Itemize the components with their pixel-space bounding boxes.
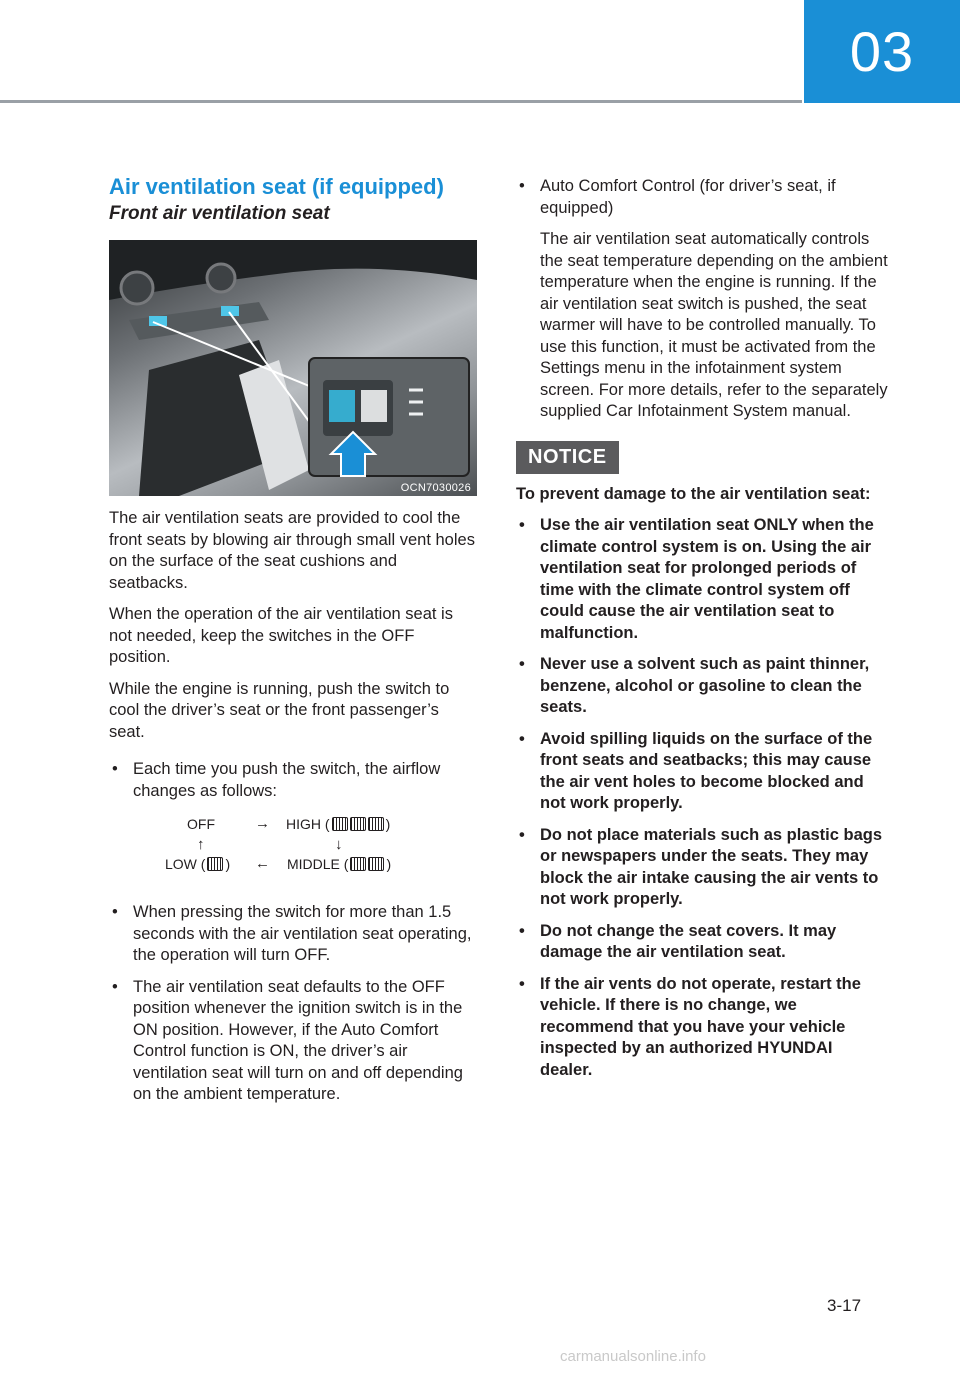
auto-comfort-bullets <box>516 176 888 423</box>
fan-icon <box>207 857 223 871</box>
arrow-down-icon: ↓ <box>335 836 343 853</box>
left-column <box>109 172 479 1106</box>
list-item: • Do not place materials such as plastic bags or newspapers under the seats. They may block the air intake causing the air vents to not work properly. <box>516 825 888 911</box>
notice-list <box>516 515 888 1081</box>
list-item: • Do not change the seat covers. It may damage the air ventilation seat. <box>516 921 888 964</box>
list-item: • Avoid spilling liquids on the surface of the front seats and seatbacks; this may cause the air vent holes to become blocked and not work properly. <box>516 729 888 815</box>
console-illustration <box>109 240 477 496</box>
watermark: carmanualsonline.info <box>560 1348 706 1365</box>
list-item: • Each time you push the switch, the airflow changes as follows: <box>109 759 479 802</box>
auto-comfort-title: • Auto Comfort Control (for driver’s seat, if equipped) <box>540 177 836 217</box>
off-paragraph: When the operation of the air ventilation seat is not needed, keep the switches in the OFF position. <box>109 605 453 666</box>
auto-comfort-body: The air ventilation seat automatically controls the seat temperature depending on the ambient temperature when the engine is running. If the air ventilation seat switch is pushed, the seat warmer will have to be controlled manually. To use this function, it must be activated from the Settings menu in the infotainment system screen. For more details, refer to the separately supplied Car Infotainment System manual. <box>540 230 888 420</box>
header-rule <box>0 100 802 103</box>
right-column <box>516 176 888 1081</box>
airflow-cycle-diagram <box>109 816 479 892</box>
arrow-right-icon: → <box>255 815 270 832</box>
cycle-middle: MIDDLE ( ) <box>287 856 392 872</box>
operation-bullets <box>109 902 479 1106</box>
cycle-off: OFF <box>187 816 215 832</box>
page-number: 3-17 <box>827 1296 862 1315</box>
list-item: • If the air vents do not operate, restart the vehicle. If there is no change, we recommend that you have your vehicle inspected by an authorized HYUNDAI dealer. <box>516 974 888 1082</box>
heat-icon-glow <box>361 390 387 422</box>
knob-right <box>207 264 235 292</box>
list-item: • When pressing the switch for more than 1.5 seconds with the air ventilation seat operating, the operation will turn OFF. <box>109 902 479 967</box>
notice-lead: To prevent damage to the air ventilation seat: <box>516 484 871 503</box>
knob-left <box>121 272 153 304</box>
cycle-low: LOW ( ) <box>165 856 231 872</box>
subsection-title: Front air ventilation seat <box>109 203 330 224</box>
engine-paragraph: While the engine is running, push the switch to cool the driver’s seat or the front passenger’s seat. <box>109 679 450 741</box>
console-switch-figure <box>109 240 477 496</box>
airflow-bullets <box>109 759 479 802</box>
fan-icon <box>350 857 366 871</box>
intro-paragraph: The air ventilation seats are provided to cool the front seats by blowing air through small vent holes on the surface of the seat cushions and seatbacks. <box>109 509 475 592</box>
chapter-tab: 03 <box>804 0 960 103</box>
arrow-left-icon: ← <box>255 855 270 872</box>
list-item: • Use the air ventilation seat ONLY when the climate control system is on. Using the air ventilation seat for prolonged periods of time with the climate control system off could cause the air ventilation seat to malfunction. <box>516 515 888 644</box>
fan-icon <box>368 857 384 871</box>
vent-icon-glow <box>329 390 355 422</box>
cycle-high: HIGH ( ) <box>286 816 391 832</box>
list-item <box>516 176 888 423</box>
arrow-up-icon: ↑ <box>197 836 205 853</box>
fan-icon <box>332 817 348 831</box>
fan-icon <box>350 817 366 831</box>
list-item: • The air ventilation seat defaults to the OFF position whenever the ignition switch is in the ON position. However, if the Auto Comfort Control function is ON, the driver’s air ventilation seat will turn on and off depending on the ambient temperature. <box>109 977 479 1106</box>
figure-code: OCN7030026 <box>400 482 471 494</box>
dash-shape <box>109 240 477 300</box>
list-item: • Never use a solvent such as paint thinner, benzene, alcohol or gasoline to clean the seats. <box>516 654 888 719</box>
notice-badge: NOTICE <box>516 441 619 474</box>
section-title: Air ventilation seat (if equipped) <box>109 174 444 199</box>
fan-icon <box>368 817 384 831</box>
